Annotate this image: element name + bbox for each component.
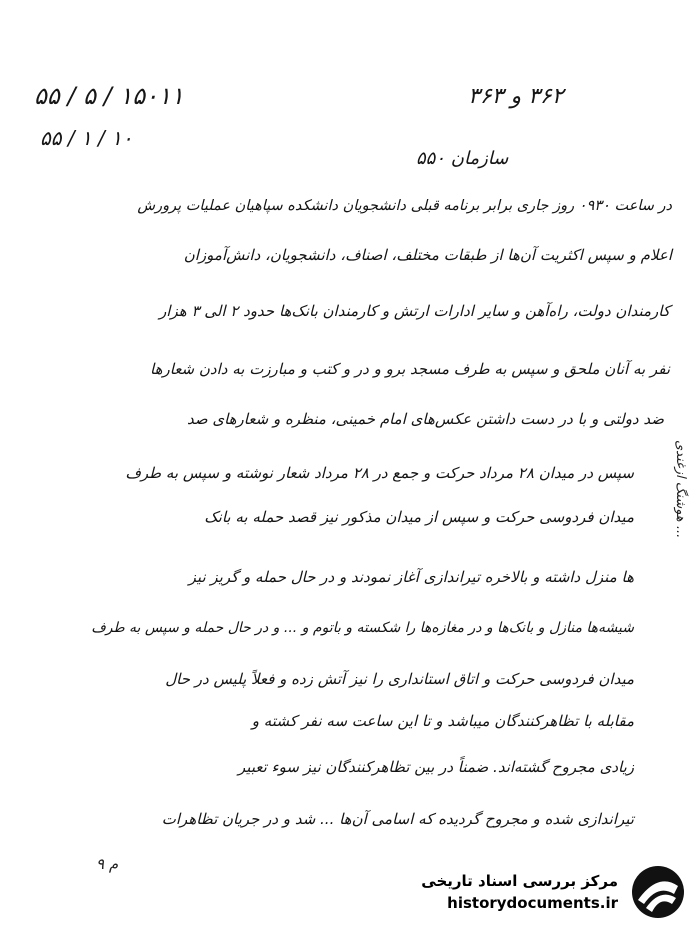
body-line-3: کارمندان دولت، راه‌آهن و سایر ادارات ارتش و کارمندان بانک‌ها حدود ۲ الی ۳ هزار bbox=[159, 302, 670, 320]
body-line-4: نفر به آنان ملحق و سپس به طرف مسجد برو و در و کتب و مبارزت به دادن شعارها bbox=[150, 360, 670, 378]
doc-date: ۱۰ / ۱ / ۵۵ bbox=[40, 126, 133, 150]
margin-annotation: هوشنگ ازغندی ... bbox=[673, 440, 688, 539]
archive-watermark bbox=[412, 864, 688, 920]
body-line-5: ضد دولتی و با در دست داشتن عکس‌های امام خمینی، منظره و شعارهای صد bbox=[186, 410, 664, 428]
body-line-7: میدان فردوسی حرکت و سپس از میدان مذکور نیز قصد حمله به بانک bbox=[204, 508, 634, 526]
body-line-8: ها منزل داشته و بالاخره تیراندازی آغاز نمودند و در حال حمله و گریز نیز bbox=[188, 568, 634, 586]
body-line-1: در ساعت ۰۹۳۰ روز جاری برابر برنامه قبلی دانشجویان دانشکده سپاهیان عملیات پرورش bbox=[137, 198, 672, 214]
body-line-11: مقابله با تظاهرکنندگان میباشد و تا این ساعت سه نفر کشته و bbox=[251, 712, 634, 730]
archive-name: مرکز بررسی اسناد تاریخی bbox=[421, 872, 618, 890]
body-line-2: اعلام و سپس اکثریت آن‌ها از طبقات مختلف، اصناف، دانشجویان، دانش‌آموزان bbox=[183, 246, 672, 264]
doc-subject: سازمان ۵۵۰ bbox=[416, 148, 509, 169]
doc-numbers: ۳۶۲ و ۳۶۳ bbox=[468, 84, 564, 109]
page-number: ۹ م bbox=[96, 855, 119, 873]
body-line-13: تیراندازی شده و مجروح گردیده که اسامی آن‌ها ... شد و در جریان تظاهرات bbox=[161, 810, 634, 828]
archive-site: historydocuments.ir bbox=[447, 894, 618, 912]
body-line-12: زیادی مجروح گشته‌اند. ضمناً در بین تظاهرکنندگان نیز سوء تعبیر bbox=[238, 758, 634, 776]
body-line-6: سپس در میدان ۲۸ مرداد حرکت و جمع در ۲۸ مرداد شعار نوشته و سپس به طرف bbox=[125, 464, 634, 482]
archive-logo-icon bbox=[628, 864, 688, 920]
body-line-10: میدان فردوسی حرکت و اتاق استانداری را نیز آتش زده و فعلاً پلیس در حال bbox=[165, 670, 634, 688]
doc-reference: ۱۵۰۱۱ / ۵ / ۵۵ bbox=[34, 82, 184, 110]
body-line-9: شیشه‌ها منازل و بانک‌ها و در مغازه‌ها را شکسته و باتوم و ... و در حال حمله و سپس به طرف bbox=[91, 620, 634, 636]
